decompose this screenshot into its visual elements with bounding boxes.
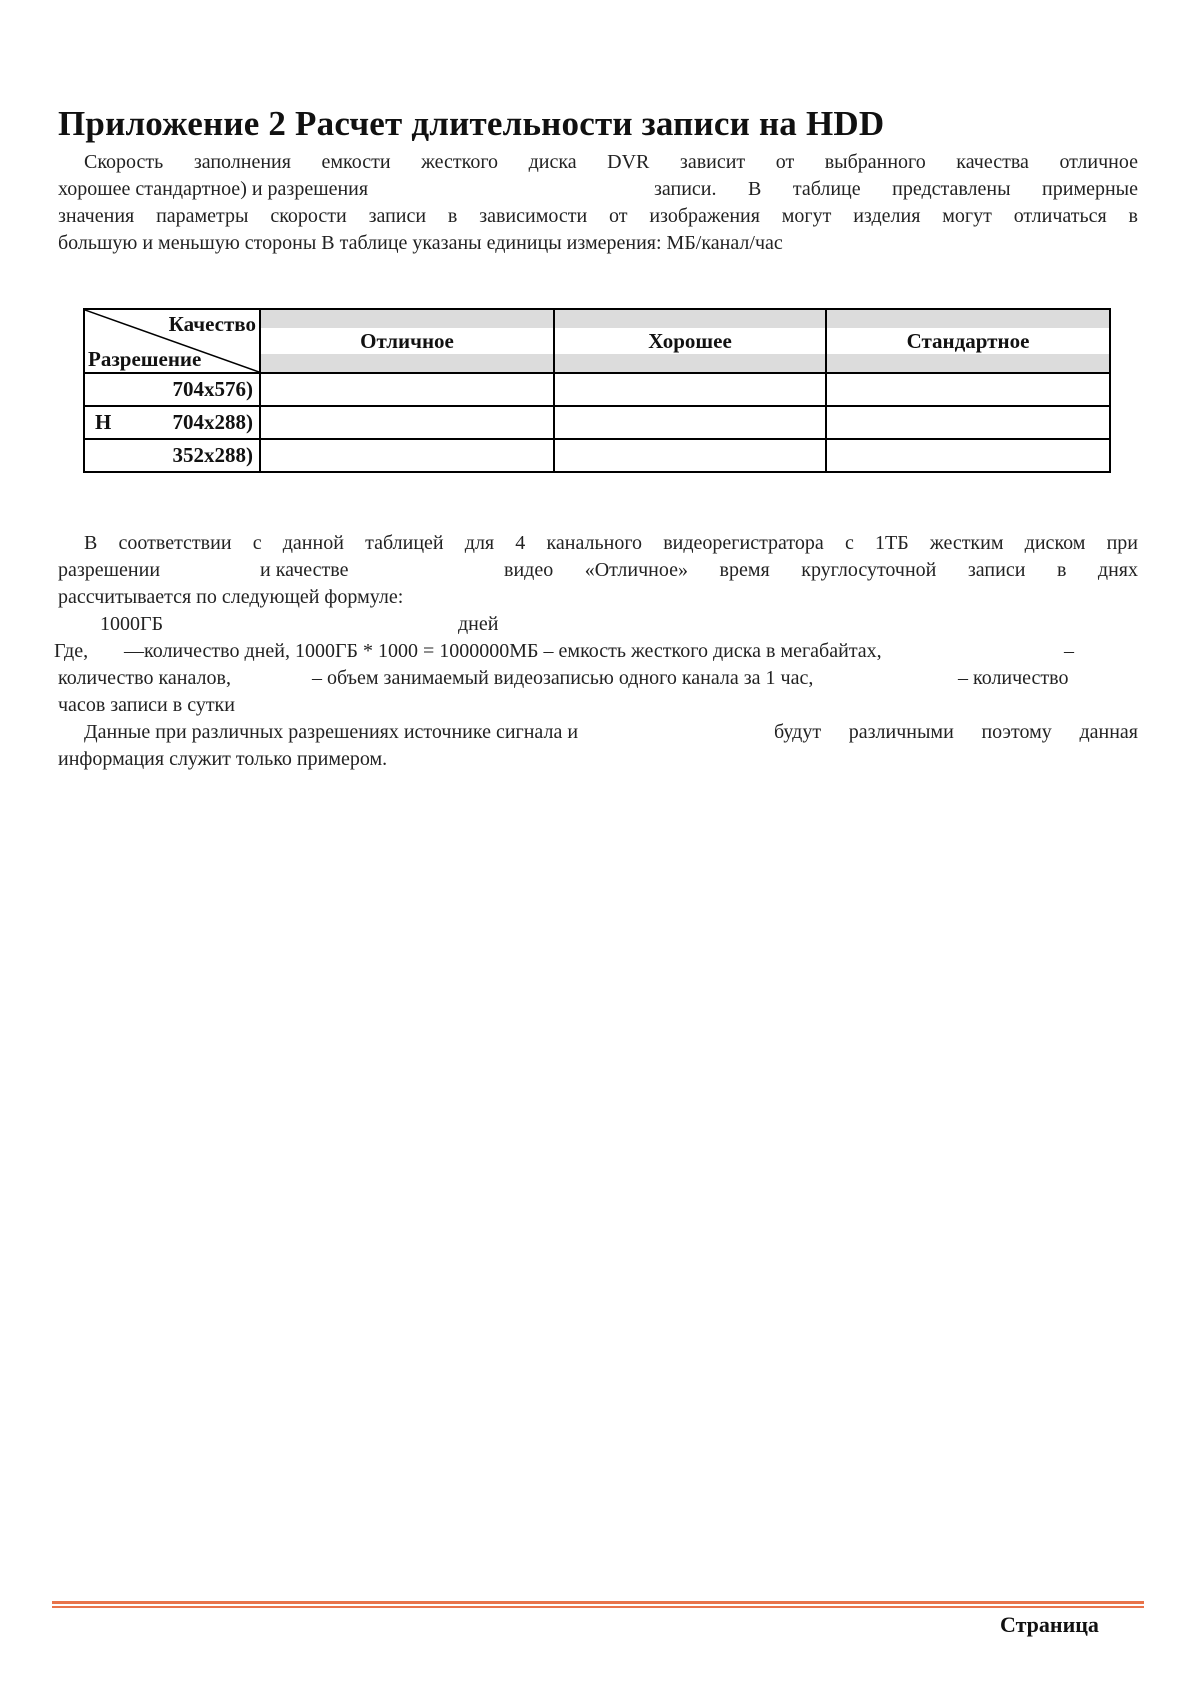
recording-rate-table [83, 308, 1111, 473]
intro-paragraph [58, 149, 1138, 257]
corner-label-resolution: Разрешение [88, 347, 202, 371]
body-paragraph [54, 530, 1138, 773]
table-cell [826, 373, 1110, 406]
note-line-1 [58, 719, 1138, 746]
row-resolution: 704x288) [172, 410, 253, 434]
row-resolution: 704x576) [172, 377, 253, 401]
intro-line-2b: записи. В таблице представлены примерные [654, 178, 1138, 200]
table-cell [554, 439, 826, 472]
body-line-2b: и качестве [260, 559, 349, 581]
body-line-2c: видео «Отличное» время круглосуточной записи в днях [504, 559, 1138, 581]
row-resolution: 352x288) [172, 443, 253, 467]
where-line-1a: Где, [54, 640, 89, 662]
table-row [84, 373, 1110, 406]
corner-label-quality: Качество [168, 312, 256, 336]
intro-line-2 [58, 176, 1138, 203]
table-cell [826, 406, 1110, 439]
table-cell [260, 373, 554, 406]
where-line-1c: – [1064, 640, 1074, 662]
body-line-2 [58, 557, 1138, 584]
table-header-row [84, 309, 1110, 373]
where-line-3: часов записи в сутки [58, 694, 235, 716]
row-label-cell [84, 373, 260, 406]
intro-line-1: Скорость заполнения емкости жесткого диска DVR зависит от выбранного качества отличное [84, 151, 1138, 173]
footer-rule [52, 1601, 1144, 1604]
column-header-label: Отличное [360, 329, 454, 353]
page-title: Приложение 2 Расчет длительности записи на HDD [58, 104, 885, 143]
intro-line-2a: хорошее стандартное) и разрешения [58, 178, 369, 200]
where-line-2b: – объем занимаемый видеозаписью одного канала за 1 час, [312, 667, 814, 689]
table-corner-cell [84, 309, 260, 373]
column-header-good [554, 309, 826, 373]
table-cell [554, 406, 826, 439]
column-header-standard [826, 309, 1110, 373]
where-line-2a: количество каналов, [58, 667, 231, 689]
note-line-2: информация служит только примером. [58, 748, 388, 770]
table-cell [826, 439, 1110, 472]
table-cell [554, 373, 826, 406]
where-line-1 [54, 638, 1138, 665]
table-cell [260, 406, 554, 439]
table-row [84, 406, 1110, 439]
row-label-cell [84, 406, 260, 439]
where-line-2 [58, 665, 1138, 692]
note-line-1b: будут различными поэтому данная [774, 721, 1138, 743]
row-prefix: H [95, 410, 112, 434]
table-cell [260, 439, 554, 472]
footer-rule-thin [52, 1606, 1144, 1608]
row-label-cell [84, 439, 260, 472]
note-line-1a: Данные при различных разрешениях источнике сигнала и [84, 721, 579, 743]
column-header-label: Хорошее [648, 329, 732, 353]
formula-capacity: 1000ГБ [100, 613, 164, 635]
column-header-excellent [260, 309, 554, 373]
where-line-2c: – количество [958, 667, 1069, 689]
column-header-label: Стандартное [906, 329, 1030, 353]
footer-page-label: Страница [1000, 1612, 1099, 1637]
formula-line [58, 611, 1138, 638]
body-line-1: В соответствии с данной таблицей для 4 канального видеорегистратора с 1ТБ жестким диском при [84, 532, 1138, 554]
intro-line-4: большую и меньшую стороны В таблице указаны единицы измерения: МБ/канал/час [58, 232, 783, 254]
body-line-3: рассчитывается по следующей формуле: [58, 586, 404, 608]
where-line-1b: —количество дней, 1000ГБ * 1000 = 1000000МБ – емкость жесткого диска в мегабайтах, [124, 640, 882, 662]
table-row [84, 439, 1110, 472]
formula-days: дней [458, 613, 499, 635]
intro-line-3: значения параметры скорости записи в зависимости от изображения могут изделия могут отличаться в [58, 205, 1138, 227]
body-line-2a: разрешении [58, 559, 161, 581]
